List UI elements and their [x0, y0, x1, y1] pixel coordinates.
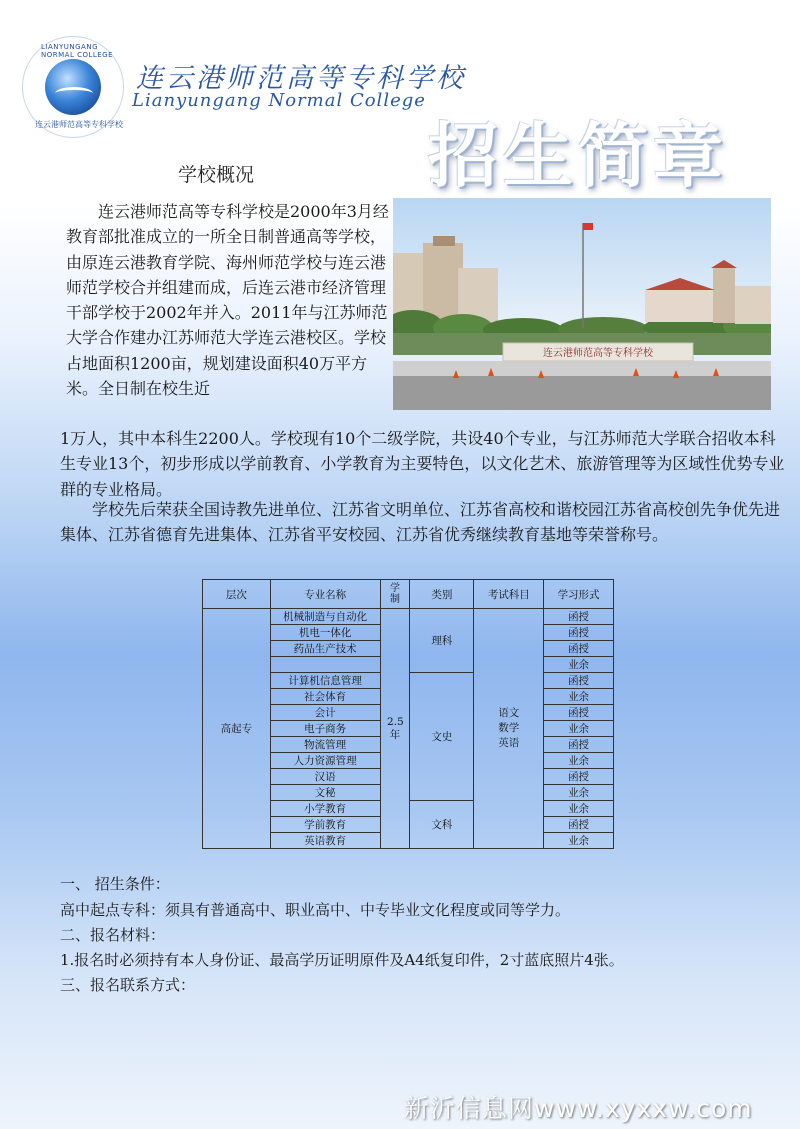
- study-form-cell: 函授: [544, 737, 614, 753]
- header-form: 学习形式: [544, 580, 614, 609]
- study-form-cell: 函授: [544, 817, 614, 833]
- major-cell: 学前教育: [270, 817, 380, 833]
- major-cell: 机电一体化: [270, 625, 380, 641]
- header-major: 专业名称: [270, 580, 380, 609]
- major-cell: 英语教育: [270, 833, 380, 849]
- study-form-cell: 业余: [544, 657, 614, 673]
- campus-photo: [393, 198, 771, 410]
- major-cell: 人力资源管理: [270, 753, 380, 769]
- header-duration: 学制: [380, 580, 410, 609]
- site-watermark: 新沂信息网www.xyxxw.com: [404, 1094, 753, 1123]
- conditions-text: 高中起点专科：须具有普通高中、职业高中、中专毕业文化程度或同等学力。: [60, 901, 571, 919]
- study-form-cell: 函授: [544, 625, 614, 641]
- exam-subjects-cell: 语文数学英语: [474, 609, 544, 849]
- school-name-en: Lianyungang Normal College: [132, 90, 426, 111]
- study-form-cell: 函授: [544, 705, 614, 721]
- poster-title: 招生简章: [428, 115, 728, 197]
- logo-wave-icon: [45, 59, 101, 115]
- admission-table: [202, 579, 614, 849]
- major-cell: 社会体育: [270, 689, 380, 705]
- study-form-cell: 函授: [544, 769, 614, 785]
- category-cell: 文科: [410, 801, 474, 849]
- major-cell: 计算机信息管理: [270, 673, 380, 689]
- study-form-cell: 业余: [544, 753, 614, 769]
- overview-paragraph-1-continued: 1万人，其中本科生2200人。学校现有10个二级学院，共设40个专业，与江苏师范大学联合招收本科生专业13个，初步形成以学前教育、小学教育为主要特色，以文化艺术、旅游管理等为区域性优势专业群的专业格局。: [60, 429, 785, 499]
- level-cell: 高起专: [203, 609, 271, 849]
- overview-paragraph-2-text: 学校先后荣获全国诗教先进单位、江苏省文明单位、江苏省高校和谐校园江苏省高校创先争优先进集体、江苏省德育先进集体、江苏省平安校园、江苏省优秀继续教育基地等荣誉称号。: [60, 500, 781, 545]
- header-category: 类别: [410, 580, 474, 609]
- table-row: [203, 609, 614, 625]
- study-form-cell: 业余: [544, 785, 614, 801]
- study-form-cell: 业余: [544, 801, 614, 817]
- study-form-cell: 业余: [544, 833, 614, 849]
- school-name-cn: 连云港师范高等专科学校: [136, 63, 466, 94]
- major-cell: [270, 657, 380, 673]
- logo-bottom-text: 连云港师范高等专科学校: [35, 120, 123, 129]
- logo-emblem: [22, 36, 124, 138]
- materials-text: 1.报名时必须持有本人身份证、最高学历证明原件及A4纸复印件，2寸蓝底照片4张。: [60, 951, 624, 969]
- major-cell: 汉语: [270, 769, 380, 785]
- conditions-heading: 一、 招生条件：: [60, 875, 170, 893]
- major-cell: 文秘: [270, 785, 380, 801]
- category-cell: 文史: [410, 673, 474, 801]
- overview-paragraph-1: [66, 199, 390, 401]
- category-cell: 理科: [410, 609, 474, 673]
- header-level: 层次: [203, 580, 271, 609]
- overview-paragraph-2: [60, 497, 790, 548]
- school-logo: [22, 36, 122, 136]
- major-cell: 小学教育: [270, 801, 380, 817]
- study-form-cell: 业余: [544, 721, 614, 737]
- duration-cell: 2.5年: [380, 609, 410, 849]
- major-cell: 机械制造与自动化: [270, 609, 380, 625]
- study-form-cell: 函授: [544, 609, 614, 625]
- overview-paragraph-1-text: 连云港师范高等专科学校是2000年3月经教育部批准成立的一所全日制普通高等学校，由原连云港教育学院、海州师范学校与连云港师范学校合并组建而成，后连云港市经济管理干部学校于2002年并入。2011年与江苏师范大学合作建办江苏师范大学连云港校区。学校占地面积1200亩，规划建设面积40万平方米。全日制在校生近: [66, 202, 389, 399]
- major-cell: 会计: [270, 705, 380, 721]
- contact-heading: 三、报名联系方式：: [60, 976, 196, 994]
- study-form-cell: 函授: [544, 673, 614, 689]
- campus-photo-illustration: [393, 198, 771, 410]
- major-cell: 药品生产技术: [270, 641, 380, 657]
- table-header-row: [203, 580, 614, 609]
- header-exam: 考试科目: [474, 580, 544, 609]
- study-form-cell: 函授: [544, 641, 614, 657]
- logo-ring-text: LIANYUNGANG NORMAL COLLEGE: [41, 43, 114, 59]
- overview-heading: 学校概况: [178, 164, 255, 186]
- campus-sign-text: 连云港师范高等专科学校: [543, 348, 653, 359]
- major-cell: 物流管理: [270, 737, 380, 753]
- materials-heading: 二、报名材料：: [60, 926, 166, 944]
- study-form-cell: 业余: [544, 689, 614, 705]
- major-cell: 电子商务: [270, 721, 380, 737]
